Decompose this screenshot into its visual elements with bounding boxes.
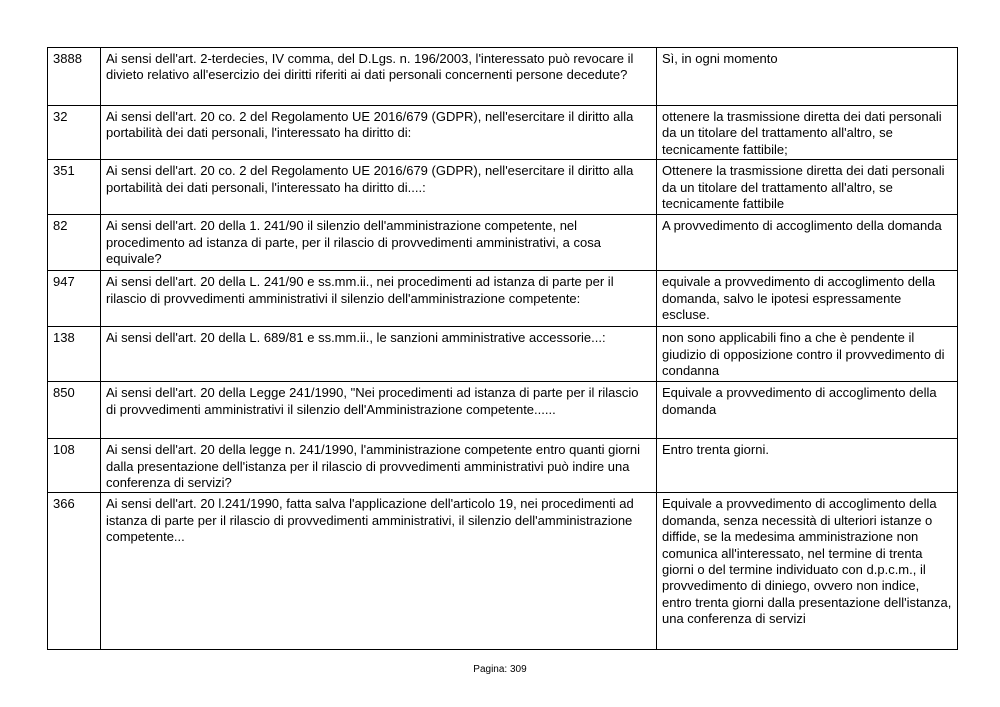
table-row — [48, 160, 958, 215]
row-id-cell: 32 — [48, 106, 101, 160]
row-id-cell: 3888 — [48, 48, 101, 106]
answer-cell: Entro trenta giorni. — [657, 439, 958, 493]
row-id-cell: 351 — [48, 160, 101, 215]
answer-cell: Equivale a provvedimento di accoglimento della domanda, senza necessità di ulteriori istanze o diffide, se la medesima amministrazione non comunica all'interessato, nel termine di trenta giorni o del termine individuato con d.p.c.m., il provvedimento di diniego, ovvero non indice, entro trenta giorni dalla presentazione dell'istanza, una conferenza di servizi — [657, 493, 958, 650]
answer-cell: Equivale a provvedimento di accoglimento della domanda — [657, 382, 958, 439]
question-cell: Ai sensi dell'art. 20 della L. 689/81 e ss.mm.ii., le sanzioni amministrative accessorie...: — [101, 327, 657, 382]
question-cell: Ai sensi dell'art. 20 della 1. 241/90 il silenzio dell'amministrazione competente, nel procedimento ad istanza di parte, per il rilascio di provvedimenti amministrativi, a cosa equivale? — [101, 215, 657, 271]
answer-cell: equivale a provvedimento di accoglimento della domanda, salvo le ipotesi espressamente escluse. — [657, 271, 958, 327]
question-cell: Ai sensi dell'art. 20 della legge n. 241/1990, l'amministrazione competente entro quanti giorni dalla presentazione dell'istanza per il rilascio di provvedimenti amministrativi può indire una conferenza di servizi? — [101, 439, 657, 493]
question-cell: Ai sensi dell'art. 20 co. 2 del Regolamento UE 2016/679 (GDPR), nell'esercitare il diritto alla portabilità dei dati personali, l'interessato ha diritto di....: — [101, 160, 657, 215]
question-cell: Ai sensi dell'art. 20 l.241/1990, fatta salva l'applicazione dell'articolo 19, nei procedimenti ad istanza di parte per il rilascio di provvedimenti amministrativi, il silenzio dell'amministrazione competente... — [101, 493, 657, 650]
qa-table-body — [48, 48, 958, 650]
row-id-cell: 82 — [48, 215, 101, 271]
qa-table — [47, 47, 958, 650]
question-cell: Ai sensi dell'art. 2-terdecies, IV comma, del D.Lgs. n. 196/2003, l'interessato può revocare il divieto relativo all'esercizio dei diritti riferiti ai dati personali concernenti persone decedute? — [101, 48, 657, 106]
table-row — [48, 215, 958, 271]
answer-cell: Ottenere la trasmissione diretta dei dati personali da un titolare del trattamento all'altro, se tecnicamente fattibile — [657, 160, 958, 215]
answer-cell: ottenere la trasmissione diretta dei dati personali da un titolare del trattamento all'altro, se tecnicamente fattibile; — [657, 106, 958, 160]
table-row — [48, 382, 958, 439]
row-id-cell: 850 — [48, 382, 101, 439]
table-row — [48, 271, 958, 327]
answer-cell: non sono applicabili fino a che è pendente il giudizio di opposizione contro il provvedimento di condanna — [657, 327, 958, 382]
table-row — [48, 48, 958, 106]
question-cell: Ai sensi dell'art. 20 della L. 241/90 e ss.mm.ii., nei procedimenti ad istanza di parte per il rilascio di provvedimenti amministrativi il silenzio dell'amministrazione competente: — [101, 271, 657, 327]
table-row — [48, 493, 958, 650]
table-row — [48, 439, 958, 493]
answer-cell: A provvedimento di accoglimento della domanda — [657, 215, 958, 271]
question-cell: Ai sensi dell'art. 20 della Legge 241/1990, "Nei procedimenti ad istanza di parte per il rilascio di provvedimenti amministrativi il silenzio dell'Amministrazione competente...... — [101, 382, 657, 439]
row-id-cell: 138 — [48, 327, 101, 382]
table-row — [48, 106, 958, 160]
row-id-cell: 108 — [48, 439, 101, 493]
row-id-cell: 366 — [48, 493, 101, 650]
row-id-cell: 947 — [48, 271, 101, 327]
question-cell: Ai sensi dell'art. 20 co. 2 del Regolamento UE 2016/679 (GDPR), nell'esercitare il diritto alla portabilità dei dati personali, l'interessato ha diritto di: — [101, 106, 657, 160]
page-number: Pagina: 309 — [473, 664, 527, 675]
answer-cell: Sì, in ogni momento — [657, 48, 958, 106]
table-row — [48, 327, 958, 382]
